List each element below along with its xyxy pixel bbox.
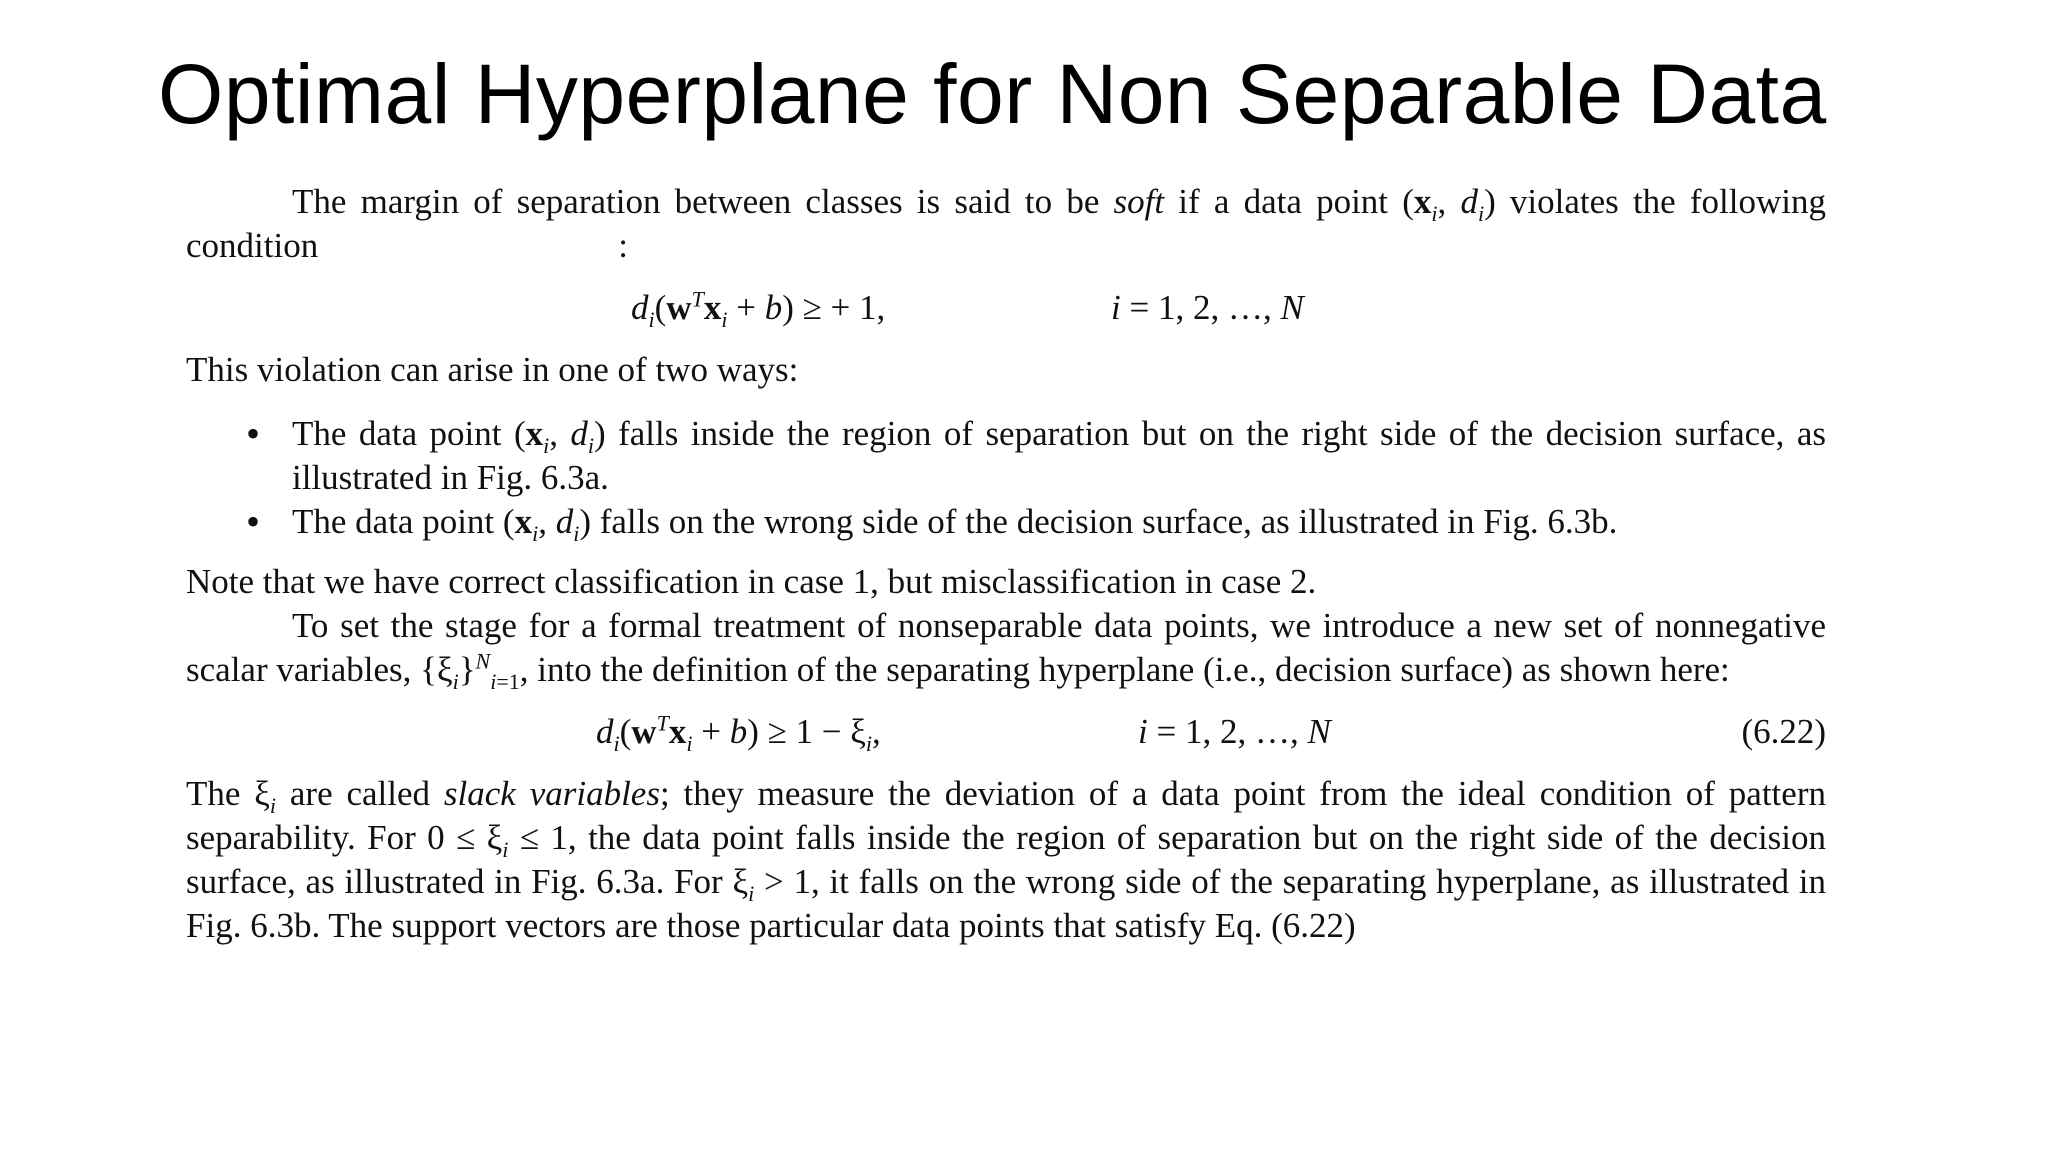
equation-condition-index: i = 1, 2, …, N: [1111, 288, 1304, 327]
equation-condition-lhs: $d_i(w^Tx_i + b)$ ≥ + 1,: [631, 286, 886, 332]
equation-number: (6.22): [1741, 712, 1826, 751]
intro-text-3: ) violates the following condition: [186, 182, 1826, 265]
intro-text-1: The margin of separation between classes is said to be: [292, 182, 1114, 221]
equation-6-22-index: i = 1, 2, …, N: [1138, 712, 1331, 751]
stage-paragraph: To set the stage for a formal treatment of nonseparable data points, we introduce a new set of nonnegative scalar variables, $\{\xi_i\}^N_{i=1}$, into the definition of the separating hyperplane (i.e., decision surface) as shown here:: [186, 606, 1826, 694]
slide-title: Optimal Hyperplane for Non Separable Data: [158, 47, 1827, 141]
violation-list: [186, 412, 1826, 544]
equation-6-22: [186, 710, 1826, 754]
list-item: • The data point ($x_i$, $d_i$) falls inside the region of separation but on the right side of the decision surface, as illustrated in Fig. 6.3a.: [186, 412, 1826, 500]
violation-intro: This violation can arise in one of two ways:: [186, 350, 799, 389]
equation-condition: [186, 286, 1826, 330]
intro-colon: :: [618, 226, 628, 265]
note-paragraph: Note that we have correct classification in case 1, but misclassification in case 2.: [186, 562, 1317, 601]
equation-6-22-lhs: $d_i(w^Tx_i + b) \ge 1 - \xi_i$,: [596, 710, 881, 756]
scanned-text-block: [186, 180, 1826, 948]
intro-text-2: if a data point (: [1164, 182, 1414, 221]
slack-paragraph: The $\xi_i$ are called slack variables; they measure the deviation of a data point from the ideal condition of pattern separability. For $0 \le \xi_i \le 1$, the data point falls inside the region of separation but on the right side of the decision surface, as illustrated in Fig. 6.3a. For $\xi_i > 1$, it falls on the wrong side of the separating hyperplane, as illustrated in Fig. 6.3b. The support vectors are those particular data points that satisfy Eq. (6.22): [186, 774, 1827, 945]
intro-paragraph: The margin of separation between classes is said to be soft if a data point ($x_i$, $d_i$) violates the following condition :: [186, 182, 1826, 265]
masked-blank: [318, 235, 618, 263]
list-item: • The data point ($x_i$, $d_i$) falls on the wrong side of the decision surface, as illustrated in Fig. 6.3b.: [186, 500, 1826, 544]
intro-soft-word: soft: [1113, 182, 1165, 221]
